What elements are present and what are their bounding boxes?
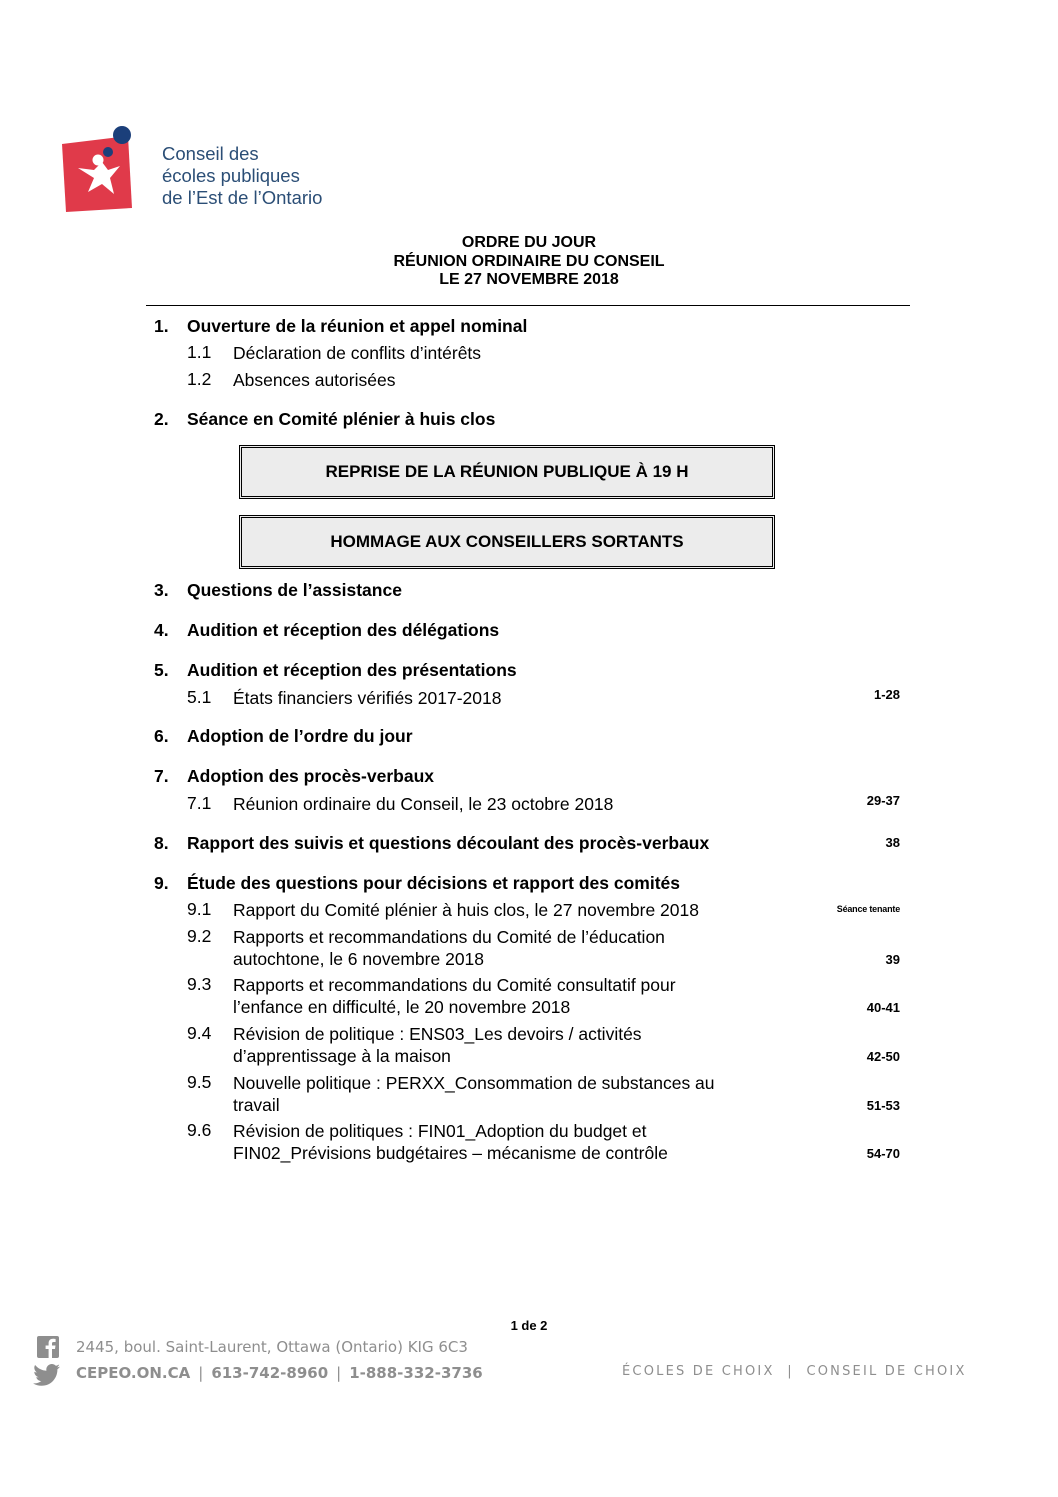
footer-address: 2445, boul. Saint-Laurent, Ottawa (Ontario) KIG 6C3 xyxy=(76,1338,468,1356)
item-title-line-2: l’enfance en difficulté, le 20 novembre 2018 xyxy=(233,997,571,1017)
item-title-line-2: d’apprentissage à la maison xyxy=(233,1046,451,1066)
item-pages: 1-28 xyxy=(873,687,900,702)
organization-name xyxy=(162,143,402,209)
organization-logo-icon xyxy=(58,122,146,214)
item-number: 6. xyxy=(154,726,169,746)
item-number: 5. xyxy=(154,660,169,680)
page-number: 1 de 2 xyxy=(510,1318,548,1333)
item-pages: 29-37 xyxy=(866,793,900,808)
item-pages: 38 xyxy=(885,835,900,850)
item-title: Audition et réception des présentations xyxy=(187,660,517,680)
facebook-icon[interactable] xyxy=(37,1336,59,1358)
item-title-line-1: Nouvelle politique : PERXX_Consommation de substances au xyxy=(233,1073,715,1093)
item-number: 9.2 xyxy=(187,926,212,946)
hommage-banner: HOMMAGE AUX CONSEILLERS SORTANTS xyxy=(239,515,775,569)
item-pages: 51-53 xyxy=(866,1098,900,1113)
item-number: 9. xyxy=(154,873,169,893)
item-title: Rapport des suivis et questions découlant des procès-verbaux xyxy=(187,833,710,853)
item-number: 8. xyxy=(154,833,169,853)
document-heading xyxy=(0,234,1058,290)
item-title: Absences autorisées xyxy=(233,370,396,390)
item-title: Séance en Comité plénier à huis clos xyxy=(187,409,496,429)
twitter-icon[interactable] xyxy=(33,1364,61,1386)
organization-name-line: de l’Est de l’Ontario xyxy=(162,187,323,208)
item-number: 9.3 xyxy=(187,974,212,994)
item-number: 9.4 xyxy=(187,1023,212,1043)
footer-contact xyxy=(76,1364,483,1382)
footer-phone: 613-742-8960 xyxy=(211,1364,329,1382)
heading-line-1: ORDRE DU JOUR xyxy=(461,234,597,251)
item-title: Ouverture de la réunion et appel nominal xyxy=(187,316,528,336)
item-number: 3. xyxy=(154,580,169,600)
item-number: 2. xyxy=(154,409,169,429)
agenda-item-9-5 xyxy=(0,1072,1058,1118)
item-title-line-1: Révision de politique : ENS03_Les devoirs / activités xyxy=(233,1024,642,1044)
item-title-line-2: travail xyxy=(233,1095,280,1115)
organization-name-line: Conseil des xyxy=(162,143,259,164)
item-pages: 42-50 xyxy=(866,1049,900,1064)
footer-tollfree: 1-888-332-3736 xyxy=(349,1364,483,1382)
item-title: Déclaration de conflits d’intérêts xyxy=(233,343,482,363)
agenda-item-9-4 xyxy=(0,1023,1058,1069)
item-title: Étude des questions pour décisions et rapport des comités xyxy=(187,873,681,893)
agenda-item-9-6 xyxy=(0,1120,1058,1166)
reprise-banner: REPRISE DE LA RÉUNION PUBLIQUE À 19 H xyxy=(239,445,775,499)
organization-name-line: écoles publiques xyxy=(162,165,300,186)
item-pages: 40-41 xyxy=(866,1000,900,1015)
agenda-item-9-2 xyxy=(0,926,1058,972)
item-number: 5.1 xyxy=(187,687,212,707)
agenda-item-9-3 xyxy=(0,974,1058,1020)
item-title: Adoption des procès-verbaux xyxy=(187,766,434,786)
item-title: Rapport du Comité plénier à huis clos, le 27 novembre 2018 xyxy=(233,900,699,920)
item-number: 1.2 xyxy=(187,369,212,389)
item-number: 7. xyxy=(154,766,169,786)
item-title: États financiers vérifiés 2017-2018 xyxy=(233,688,502,708)
item-number: 1.1 xyxy=(187,342,212,362)
item-number: 1. xyxy=(154,316,169,336)
item-title-line-2: FIN02_Prévisions budgétaires – mécanisme de contrôle xyxy=(233,1143,668,1163)
footer-separator: | xyxy=(198,1364,204,1382)
item-title-line-1: Rapports et recommandations du Comité de l’éducation xyxy=(233,927,665,947)
item-number: 9.5 xyxy=(187,1072,212,1092)
footer-slogan: ÉCOLES DE CHOIX | CONSEIL DE CHOIX xyxy=(622,1364,967,1379)
item-pages: 54-70 xyxy=(866,1146,900,1161)
item-title: Adoption de l’ordre du jour xyxy=(187,726,413,746)
heading-line-2: RÉUNION ORDINAIRE DU CONSEIL xyxy=(393,252,665,270)
item-number: 7.1 xyxy=(187,793,212,813)
item-pages: Séance tenante xyxy=(836,904,900,914)
item-number: 9.6 xyxy=(187,1120,212,1140)
footer-separator: | xyxy=(336,1364,342,1382)
item-number: 4. xyxy=(154,620,169,640)
item-title-line-2: autochtone, le 6 novembre 2018 xyxy=(233,949,485,969)
item-title-line-1: Révision de politiques : FIN01_Adoption du budget et xyxy=(233,1121,647,1141)
item-title: Réunion ordinaire du Conseil, le 23 octobre 2018 xyxy=(233,794,614,814)
item-title: Questions de l’assistance xyxy=(187,580,402,600)
item-pages: 39 xyxy=(885,952,900,967)
item-title-line-1: Rapports et recommandations du Comité consultatif pour xyxy=(233,975,676,995)
heading-line-3: LE 27 NOVEMBRE 2018 xyxy=(439,271,619,288)
footer-website-link[interactable]: CEPEO.ON.CA xyxy=(76,1364,191,1382)
item-number: 9.1 xyxy=(187,899,212,919)
heading-divider xyxy=(146,305,910,306)
item-title: Audition et réception des délégations xyxy=(187,620,500,640)
